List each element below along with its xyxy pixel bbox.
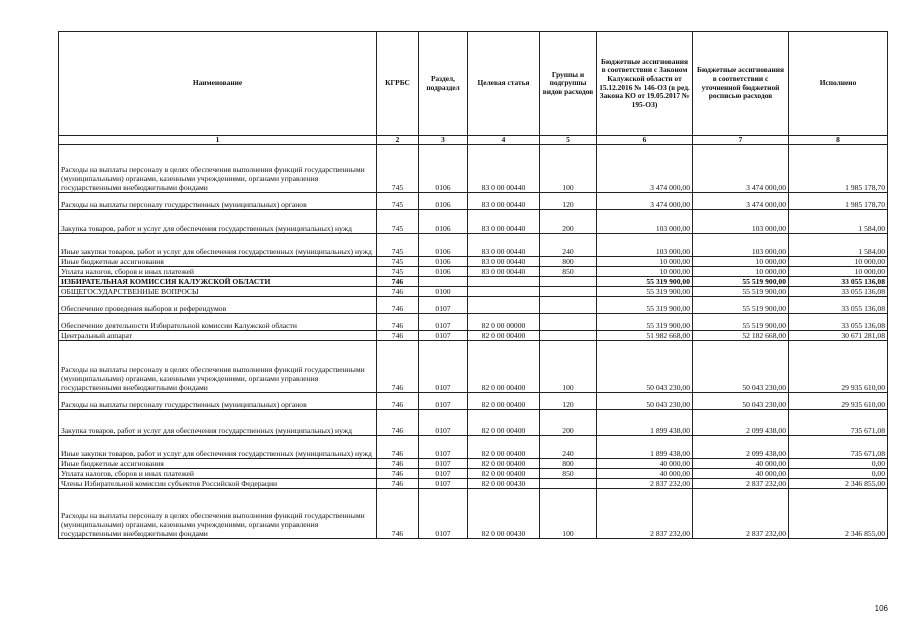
cell-section: 0107 bbox=[419, 297, 468, 314]
table-row bbox=[59, 341, 888, 393]
cell-section: 0107 bbox=[419, 410, 468, 436]
cell-name: Расходы на выплаты персоналу государственных (муниципальных) органов bbox=[59, 193, 377, 210]
cell-target: 83 0 00 00440 bbox=[468, 145, 540, 193]
cell-ktrbs: 746 bbox=[377, 314, 419, 331]
cell-budget-law: 3 474 000,00 bbox=[597, 145, 693, 193]
cell-budget-law: 40 000,00 bbox=[597, 469, 693, 479]
cell-section: 0106 bbox=[419, 234, 468, 257]
table-row bbox=[59, 277, 888, 287]
cell-name: Иные бюджетные ассигнования bbox=[59, 459, 377, 469]
cell-ktrbs: 745 bbox=[377, 257, 419, 267]
table-row bbox=[59, 210, 888, 234]
header-budget-refined: Бюджетные ассигнования в соответствии с уточненной бюджетной росписью расходов bbox=[693, 32, 789, 136]
cell-executed: 10 000,00 bbox=[789, 267, 888, 277]
cell-group: 800 bbox=[540, 257, 597, 267]
cell-ktrbs: 746 bbox=[377, 479, 419, 489]
cell-ktrbs: 746 bbox=[377, 469, 419, 479]
cell-ktrbs: 746 bbox=[377, 459, 419, 469]
cell-section: 0107 bbox=[419, 314, 468, 331]
cell-ktrbs: 746 bbox=[377, 489, 419, 539]
cell-budget-law: 2 837 232,00 bbox=[597, 489, 693, 539]
cell-executed: 1 985 178,70 bbox=[789, 145, 888, 193]
cell-target: 83 0 00 00440 bbox=[468, 257, 540, 267]
cell-ktrbs: 746 bbox=[377, 287, 419, 297]
cell-ktrbs: 746 bbox=[377, 436, 419, 459]
cell-executed: 33 055 136,08 bbox=[789, 314, 888, 331]
cell-group: 850 bbox=[540, 267, 597, 277]
cell-budget-refined: 2 837 232,00 bbox=[693, 479, 789, 489]
cell-target: 83 0 00 00440 bbox=[468, 193, 540, 210]
cell-name: Иные закупки товаров, работ и услуг для обеспечения государственных (муниципальных) нужд bbox=[59, 436, 377, 459]
cell-executed: 1 584,00 bbox=[789, 234, 888, 257]
cell-name: Закупка товаров, работ и услуг для обеспечения государственных (муниципальных) нужд bbox=[59, 210, 377, 234]
cell-ktrbs: 746 bbox=[377, 410, 419, 436]
cell-group: 200 bbox=[540, 210, 597, 234]
cell-budget-law: 50 043 230,00 bbox=[597, 341, 693, 393]
table-row bbox=[59, 469, 888, 479]
cell-budget-refined: 3 474 000,00 bbox=[693, 145, 789, 193]
budget-table bbox=[58, 31, 888, 539]
cell-executed: 33 055 136,08 bbox=[789, 297, 888, 314]
cell-name: Центральный аппарат bbox=[59, 331, 377, 341]
cell-name: Расходы на выплаты персоналу в целях обеспечения выполнения функций государственными (муниципальными) органами, казенными учреждениями, органами управления государственными внебюджетными фондами bbox=[59, 489, 377, 539]
column-number: 2 bbox=[377, 136, 419, 145]
cell-section: 0106 bbox=[419, 145, 468, 193]
cell-budget-law: 1 899 438,00 bbox=[597, 436, 693, 459]
cell-group bbox=[540, 479, 597, 489]
cell-section: 0106 bbox=[419, 210, 468, 234]
cell-ktrbs: 746 bbox=[377, 341, 419, 393]
cell-group: 200 bbox=[540, 410, 597, 436]
cell-name: ОБЩЕГОСУДАРСТВЕННЫЕ ВОПРОСЫ bbox=[59, 287, 377, 297]
cell-group: 240 bbox=[540, 234, 597, 257]
cell-budget-law: 50 043 230,00 bbox=[597, 393, 693, 410]
cell-budget-refined: 103 000,00 bbox=[693, 210, 789, 234]
header-row bbox=[59, 32, 888, 136]
cell-budget-law: 10 000,00 bbox=[597, 257, 693, 267]
cell-budget-law: 1 899 438,00 bbox=[597, 410, 693, 436]
cell-section: 0107 bbox=[419, 479, 468, 489]
cell-ktrbs: 745 bbox=[377, 267, 419, 277]
cell-section: 0107 bbox=[419, 489, 468, 539]
cell-budget-law: 55 319 900,00 bbox=[597, 287, 693, 297]
cell-group: 120 bbox=[540, 393, 597, 410]
cell-budget-law: 10 000,00 bbox=[597, 267, 693, 277]
cell-executed: 735 671,08 bbox=[789, 436, 888, 459]
cell-budget-law: 103 000,00 bbox=[597, 210, 693, 234]
column-number: 8 bbox=[789, 136, 888, 145]
table-row bbox=[59, 436, 888, 459]
cell-ktrbs: 745 bbox=[377, 145, 419, 193]
cell-group bbox=[540, 277, 597, 287]
cell-budget-law: 55 319 900,00 bbox=[597, 277, 693, 287]
column-number: 3 bbox=[419, 136, 468, 145]
column-number: 6 bbox=[597, 136, 693, 145]
cell-section: 0107 bbox=[419, 436, 468, 459]
cell-group: 120 bbox=[540, 193, 597, 210]
cell-name: Обеспечение деятельности Избирательной комиссии Калужской области bbox=[59, 314, 377, 331]
table-row bbox=[59, 297, 888, 314]
table-row bbox=[59, 410, 888, 436]
cell-section bbox=[419, 277, 468, 287]
table-row bbox=[59, 331, 888, 341]
cell-target: 83 0 00 00440 bbox=[468, 267, 540, 277]
table-row bbox=[59, 314, 888, 331]
cell-ktrbs: 746 bbox=[377, 277, 419, 287]
cell-target: 83 0 00 00440 bbox=[468, 210, 540, 234]
cell-name: Закупка товаров, работ и услуг для обеспечения государственных (муниципальных) нужд bbox=[59, 410, 377, 436]
cell-target: 82 0 00 00400 bbox=[468, 436, 540, 459]
cell-group bbox=[540, 314, 597, 331]
cell-name: Обеспечение проведения выборов и референдумов bbox=[59, 297, 377, 314]
cell-group: 850 bbox=[540, 469, 597, 479]
cell-group: 100 bbox=[540, 489, 597, 539]
cell-budget-law: 55 319 900,00 bbox=[597, 297, 693, 314]
cell-group bbox=[540, 287, 597, 297]
header-section: Раздел, подраздел bbox=[419, 32, 468, 136]
table-row bbox=[59, 257, 888, 267]
cell-target: 82 0 00 00400 bbox=[468, 393, 540, 410]
cell-executed: 29 935 610,00 bbox=[789, 341, 888, 393]
cell-name: Расходы на выплаты персоналу государственных (муниципальных) органов bbox=[59, 393, 377, 410]
cell-ktrbs: 745 bbox=[377, 210, 419, 234]
cell-executed: 735 671,08 bbox=[789, 410, 888, 436]
cell-target: 82 0 00 00400 bbox=[468, 459, 540, 469]
cell-budget-law: 40 000,00 bbox=[597, 459, 693, 469]
cell-target: 82 0 00 00000 bbox=[468, 314, 540, 331]
cell-budget-refined: 40 000,00 bbox=[693, 469, 789, 479]
header-target: Целевая статья bbox=[468, 32, 540, 136]
table-row bbox=[59, 489, 888, 539]
cell-group bbox=[540, 297, 597, 314]
cell-group bbox=[540, 331, 597, 341]
cell-budget-refined: 10 000,00 bbox=[693, 267, 789, 277]
table-row bbox=[59, 193, 888, 210]
cell-budget-law: 3 474 000,00 bbox=[597, 193, 693, 210]
cell-budget-refined: 40 000,00 bbox=[693, 459, 789, 469]
cell-executed: 0,00 bbox=[789, 459, 888, 469]
table-row bbox=[59, 479, 888, 489]
table-row bbox=[59, 267, 888, 277]
cell-budget-refined: 52 182 668,00 bbox=[693, 331, 789, 341]
cell-budget-law: 51 982 668,00 bbox=[597, 331, 693, 341]
cell-section: 0107 bbox=[419, 331, 468, 341]
cell-target: 82 0 00 00400 bbox=[468, 341, 540, 393]
cell-executed: 1 985 178,70 bbox=[789, 193, 888, 210]
cell-budget-refined: 50 043 230,00 bbox=[693, 393, 789, 410]
cell-executed: 1 584,00 bbox=[789, 210, 888, 234]
cell-budget-refined: 50 043 230,00 bbox=[693, 341, 789, 393]
cell-budget-law: 55 319 900,00 bbox=[597, 314, 693, 331]
cell-budget-refined: 2 099 438,00 bbox=[693, 410, 789, 436]
cell-budget-refined: 3 474 000,00 bbox=[693, 193, 789, 210]
cell-target: 83 0 00 00440 bbox=[468, 234, 540, 257]
cell-name: Уплата налогов, сборов и иных платежей bbox=[59, 267, 377, 277]
cell-section: 0106 bbox=[419, 267, 468, 277]
column-number: 7 bbox=[693, 136, 789, 145]
column-number: 1 bbox=[59, 136, 377, 145]
cell-budget-refined: 2 837 232,00 bbox=[693, 489, 789, 539]
column-number: 4 bbox=[468, 136, 540, 145]
cell-executed: 29 935 610,00 bbox=[789, 393, 888, 410]
cell-budget-refined: 2 099 438,00 bbox=[693, 436, 789, 459]
cell-section: 0106 bbox=[419, 257, 468, 267]
cell-budget-refined: 55 519 900,00 bbox=[693, 287, 789, 297]
cell-name: Расходы на выплаты персоналу в целях обеспечения выполнения функций государственными (муниципальными) органами, казенными учреждениями, органами управления государственными внебюджетными фондами bbox=[59, 341, 377, 393]
table-row bbox=[59, 234, 888, 257]
cell-budget-refined: 55 519 900,00 bbox=[693, 297, 789, 314]
cell-target bbox=[468, 297, 540, 314]
table-row bbox=[59, 145, 888, 193]
cell-budget-law: 2 837 232,00 bbox=[597, 479, 693, 489]
cell-group: 800 bbox=[540, 459, 597, 469]
cell-executed: 10 000,00 bbox=[789, 257, 888, 267]
header-group: Группы и подгруппы видов расходов bbox=[540, 32, 597, 136]
cell-name: Члены Избирательной комиссии субъектов Российской Федерации bbox=[59, 479, 377, 489]
cell-name: Расходы на выплаты персоналу в целях обеспечения выполнения функций государственными (муниципальными) органами, казенными учреждениями, органами управления государственными внебюджетными фондами bbox=[59, 145, 377, 193]
cell-executed: 0,00 bbox=[789, 469, 888, 479]
cell-budget-refined: 55 519 900,00 bbox=[693, 277, 789, 287]
cell-section: 0107 bbox=[419, 459, 468, 469]
table-body bbox=[59, 145, 888, 539]
column-number: 5 bbox=[540, 136, 597, 145]
cell-name: Иные закупки товаров, работ и услуг для обеспечения государственных (муниципальных) нужд bbox=[59, 234, 377, 257]
cell-group: 100 bbox=[540, 341, 597, 393]
cell-name: Уплата налогов, сборов и иных платежей bbox=[59, 469, 377, 479]
cell-budget-refined: 10 000,00 bbox=[693, 257, 789, 267]
cell-executed: 2 346 855,00 bbox=[789, 479, 888, 489]
cell-section: 0107 bbox=[419, 393, 468, 410]
cell-ktrbs: 746 bbox=[377, 331, 419, 341]
cell-budget-refined: 103 000,00 bbox=[693, 234, 789, 257]
cell-name: Иные бюджетные ассигнования bbox=[59, 257, 377, 267]
cell-executed: 33 055 136,08 bbox=[789, 287, 888, 297]
cell-section: 0106 bbox=[419, 193, 468, 210]
header-name: Наименование bbox=[59, 32, 377, 136]
table-row bbox=[59, 459, 888, 469]
header-ktrbs: КГРБС bbox=[377, 32, 419, 136]
page-number: 106 bbox=[874, 604, 888, 613]
cell-target: 82 0 00 00430 bbox=[468, 489, 540, 539]
cell-target: 82 0 00 00430 bbox=[468, 479, 540, 489]
cell-budget-refined: 55 519 900,00 bbox=[693, 314, 789, 331]
cell-target bbox=[468, 277, 540, 287]
cell-section: 0100 bbox=[419, 287, 468, 297]
cell-section: 0107 bbox=[419, 469, 468, 479]
table-row bbox=[59, 287, 888, 297]
column-number-row bbox=[59, 136, 888, 145]
cell-section: 0107 bbox=[419, 341, 468, 393]
cell-executed: 30 671 281,08 bbox=[789, 331, 888, 341]
cell-ktrbs: 746 bbox=[377, 297, 419, 314]
cell-ktrbs: 746 bbox=[377, 393, 419, 410]
cell-budget-law: 103 000,00 bbox=[597, 234, 693, 257]
header-executed: Исполнено bbox=[789, 32, 888, 136]
cell-target: 82 0 00 00400 bbox=[468, 469, 540, 479]
cell-ktrbs: 745 bbox=[377, 234, 419, 257]
cell-target: 82 0 00 00400 bbox=[468, 410, 540, 436]
cell-group: 240 bbox=[540, 436, 597, 459]
cell-executed: 33 055 136,08 bbox=[789, 277, 888, 287]
cell-executed: 2 346 855,00 bbox=[789, 489, 888, 539]
cell-target bbox=[468, 287, 540, 297]
cell-name: ИЗБИРАТЕЛЬНАЯ КОМИССИЯ КАЛУЖСКОЙ ОБЛАСТИ bbox=[59, 277, 377, 287]
cell-target: 82 0 00 00400 bbox=[468, 331, 540, 341]
cell-ktrbs: 745 bbox=[377, 193, 419, 210]
header-budget-law: Бюджетные ассигнования в соответствии с Законом Калужской области от 15.12.2016 № 146-ОЗ (в ред. Закона КО от 19.05.2017 № 195-ОЗ) bbox=[597, 32, 693, 136]
table-row bbox=[59, 393, 888, 410]
cell-group: 100 bbox=[540, 145, 597, 193]
